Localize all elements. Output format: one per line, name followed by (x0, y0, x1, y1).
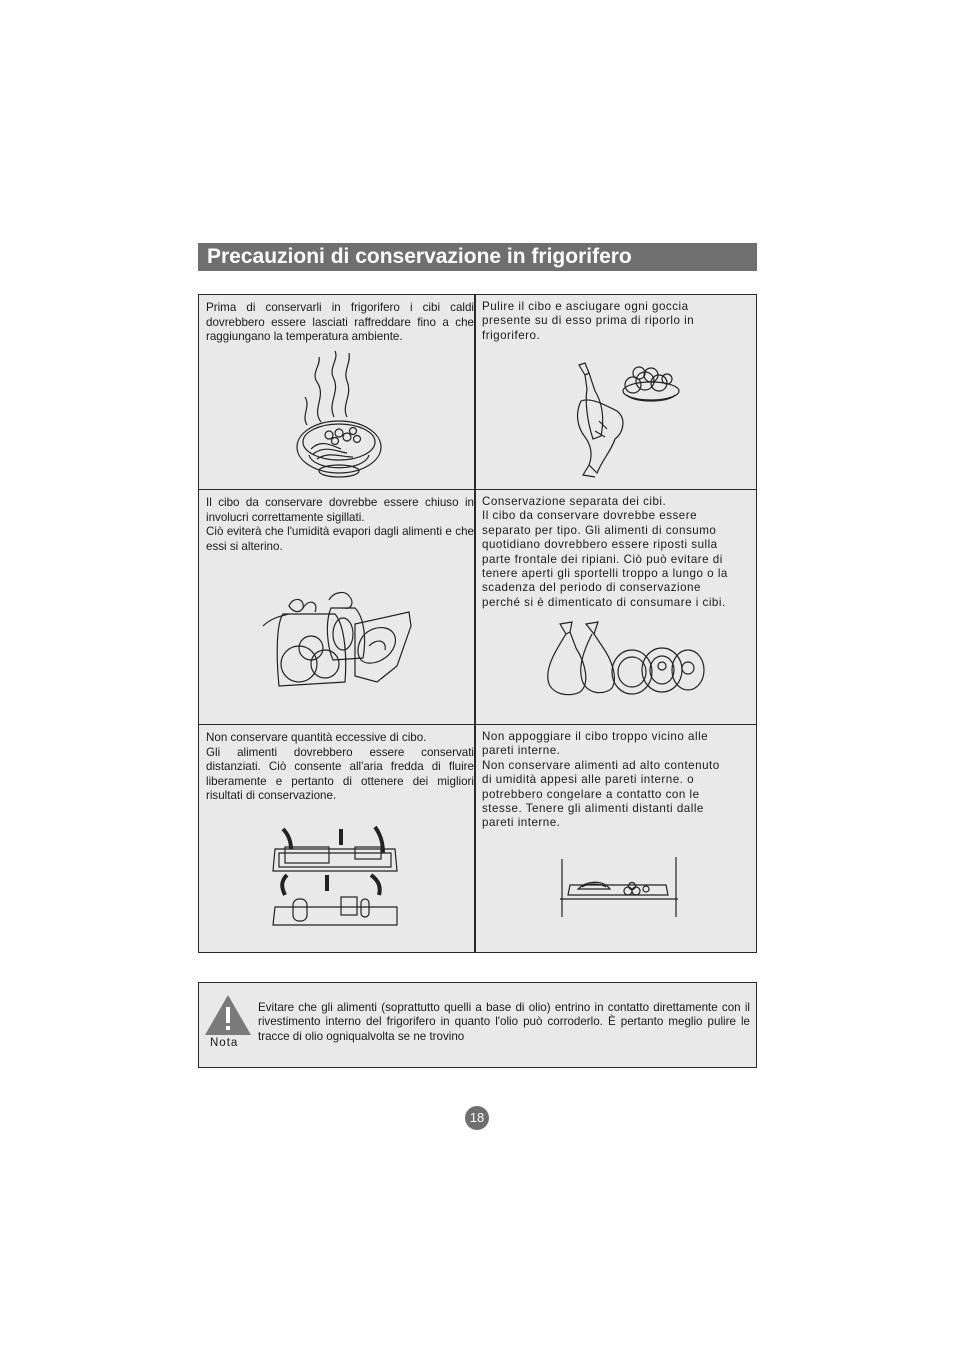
precaution-text: Pulire il cibo e asciugare ogni goccia presente su di esso prima di riporlo in frigorifero. (482, 300, 695, 342)
precaution-cell-separate-food (476, 489, 756, 724)
separated-meat-icon (546, 620, 706, 700)
warning-triangle-icon (203, 993, 253, 1037)
page-number: 18 (465, 1106, 489, 1130)
precautions-grid (198, 294, 757, 953)
precaution-cell-dry-food (476, 295, 756, 489)
precaution-text: Conservazione separata dei cibi. Il cibo da conservare dovrebbe essere separato per tipo. Gli alimenti di consumo quotidiano dovrebbero essere riposti sulla parte frontale dei ripiani. Ciò può evitare di tenere aperti gli sportelli troppo a lungo o la scadenza del periodo di conservazione perché si è dimenticato di consumare i cibi. (482, 495, 728, 609)
shelf-food-distance-icon (556, 855, 681, 925)
note-label: Nota (210, 1037, 239, 1049)
precaution-cell-wall-distance (476, 724, 756, 952)
precaution-text: Il cibo da conservare dovrebbe essere chiuso in involucri correttamente sigillati. Ciò eviterà che l'umidità evapori dagli alimenti e che essi si alterino. (206, 496, 474, 553)
note-text: Evitare che gli alimenti (soprattutto quelli a base di olio) entrino in contatto direttamente con il rivestimento interno del frigorifero in quanto l'olio può corroderlo. È pertanto meglio pulire le tracce di olio ogniqualvolta se ne trovino (258, 1001, 750, 1043)
precaution-cell-air-flow (199, 724, 476, 952)
precaution-text: Non conservare quantità eccessive di cibo. Gli alimenti dovrebbero essere conservati distanziati. Ciò consente all'aria fredda di fluire liberamente e pertanto di ottenere dei migliori risultati di conservazione. (206, 731, 474, 803)
bottle-and-fruit-plate-icon (571, 361, 681, 481)
air-flow-shelves-icon (271, 825, 401, 931)
precaution-text: Prima di conservarli in frigorifero i cibi caldi dovrebbero essere lasciati raffreddare fino a che raggiungano la temperatura ambiente. (206, 301, 474, 344)
page-title: Precauzioni di conservazione in frigorifero (198, 243, 757, 271)
hot-food-bowl-icon (289, 347, 389, 487)
note-box (198, 982, 757, 1068)
sealed-food-bags-icon (259, 586, 419, 696)
precaution-text: Non appoggiare il cibo troppo vicino alle pareti interne. Non conservare alimenti ad alto contenuto di umidità appesi alle pareti interne. o potrebbero congelare a contatto con le stesse. Tenere gli alimenti distanti dalle pareti interne. (482, 730, 720, 830)
precaution-cell-hot-food (199, 295, 476, 489)
precaution-cell-sealed-food (199, 489, 476, 724)
